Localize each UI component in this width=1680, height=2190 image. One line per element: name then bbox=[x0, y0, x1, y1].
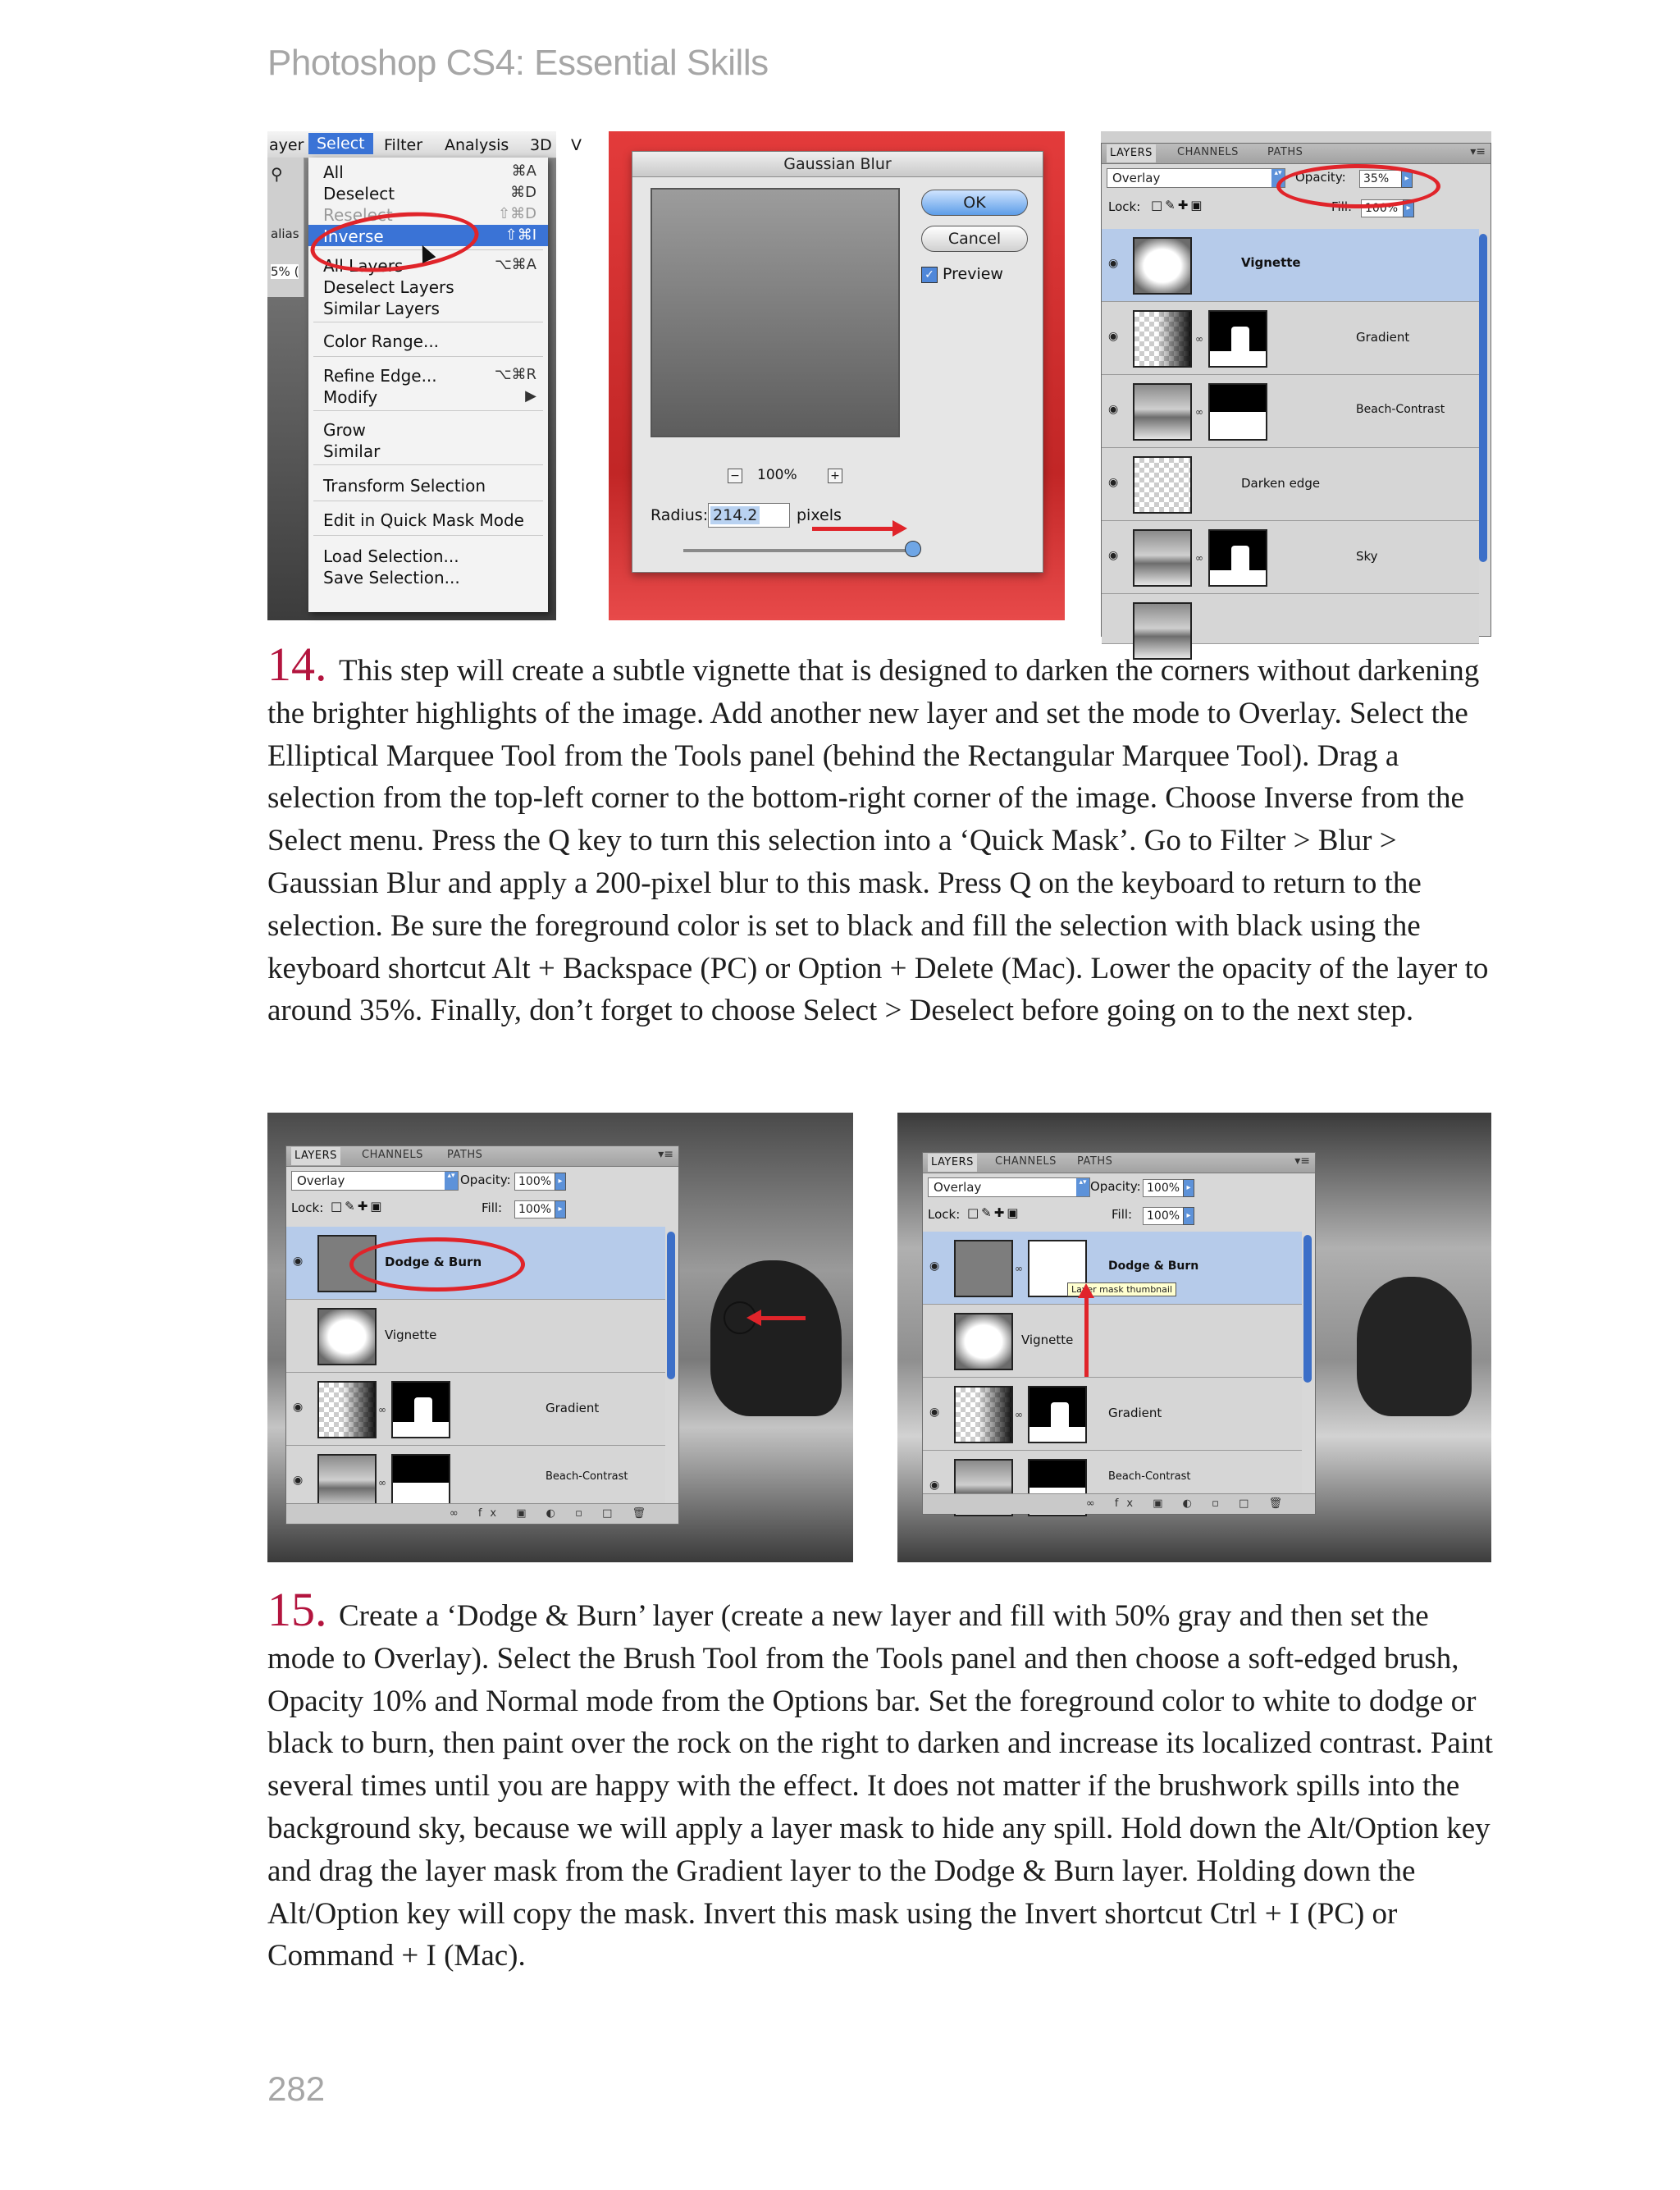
opacity-label: Opacity: bbox=[460, 1173, 511, 1187]
layer-row-partial[interactable] bbox=[1102, 594, 1479, 644]
zoom-tool-icon[interactable]: ⚲ bbox=[271, 164, 283, 184]
layer-thumbnail[interactable] bbox=[1133, 383, 1192, 441]
step-number: 14 bbox=[267, 638, 315, 691]
lock-icons[interactable]: □✎✚▣ bbox=[1151, 198, 1205, 213]
tab-layers[interactable]: LAYERS bbox=[928, 1154, 977, 1172]
layer-name: Dodge & Burn bbox=[1108, 1260, 1199, 1273]
opacity-input[interactable]: 100% ▸ bbox=[1143, 1179, 1184, 1197]
layer-mask-thumbnail[interactable] bbox=[1028, 1386, 1087, 1443]
radius-unit: pixels bbox=[797, 506, 842, 524]
chain-link-icon[interactable]: ∞ bbox=[378, 1404, 386, 1415]
layer-row-gradient[interactable] bbox=[923, 1378, 1302, 1451]
blend-mode-select[interactable]: Overlay ▴▾ bbox=[928, 1177, 1090, 1197]
menu-layer[interactable]: ayer bbox=[269, 136, 304, 154]
chain-link-icon[interactable]: ∞ bbox=[1195, 552, 1203, 564]
menu-item-save-selection[interactable]: Save Selection... bbox=[323, 568, 460, 588]
blend-mode-select[interactable]: Overlay ▴▾ bbox=[1107, 168, 1285, 188]
eye-icon[interactable]: ◉ bbox=[1108, 476, 1119, 489]
tab-paths[interactable]: PATHS bbox=[1077, 1155, 1113, 1168]
layer-mask-thumbnail[interactable] bbox=[1208, 383, 1267, 441]
lock-label: Lock: bbox=[928, 1207, 961, 1222]
zoom-in-button[interactable]: + bbox=[828, 469, 842, 483]
menu-item-load-selection[interactable]: Load Selection... bbox=[323, 546, 459, 566]
step-15: 15. Create a ‘Dodge & Burn’ layer (create a new layer and fill with 50% gray and then set the mode to Overlay). Select the Brush Tool from the Tools panel and then choose a soft-edged brush, Opacity 10% and Normal mode from the Options bar. Set the foreground color to white to dodge or black to burn, then paint over the rock on the right to darken and increase its localized contrast. Paint several times until you are happy with the effect. It does not matter if the brushwork spills into the background sky, because we will apply a layer mask to hide any spill. Hold down the Alt/Option key and drag the layer mask from the Gradient layer to the Dodge & Burn layer. Holding down the Alt/Option key will copy the mask. Invert this mask using the Invert shortcut Ctrl + I (PC) or Command + I (Mac). bbox=[267, 1583, 1493, 1973]
panel-scrollbar[interactable] bbox=[667, 1232, 675, 1379]
eye-icon[interactable]: ◉ bbox=[1108, 549, 1119, 562]
menu-item-refine-edge[interactable]: Refine Edge... ⌥⌘R bbox=[323, 366, 536, 386]
radius-label: Radius: bbox=[651, 506, 709, 524]
menu-item-transform-selection[interactable]: Transform Selection bbox=[323, 476, 486, 496]
layer-thumbnail[interactable] bbox=[1133, 237, 1192, 295]
red-arrow-shaft bbox=[1084, 1295, 1089, 1377]
layer-name: Sky bbox=[1356, 549, 1378, 564]
layer-row-vignette[interactable] bbox=[923, 1305, 1302, 1378]
chain-link-icon[interactable]: ∞ bbox=[1195, 333, 1203, 345]
radius-slider[interactable] bbox=[683, 549, 915, 552]
chain-link-icon[interactable]: ∞ bbox=[1015, 1263, 1023, 1274]
layer-mask-screenshot bbox=[897, 1113, 1491, 1562]
eye-icon[interactable]: ◉ bbox=[1108, 257, 1119, 270]
layers-panel-vignette-screenshot bbox=[1101, 131, 1491, 620]
menu-item-similar-layers[interactable]: Similar Layers bbox=[323, 299, 440, 318]
panel-tabs bbox=[286, 1146, 678, 1167]
cancel-button[interactable]: Cancel bbox=[921, 226, 1028, 252]
menu-filter[interactable]: Filter bbox=[384, 136, 423, 154]
layer-name: Dodge & Burn bbox=[385, 1255, 482, 1269]
fill-input[interactable]: 100% ▸ bbox=[514, 1200, 555, 1218]
menu-view[interactable]: V bbox=[571, 136, 582, 154]
menu-item-color-range[interactable]: Color Range... bbox=[323, 331, 440, 351]
layers-panel bbox=[285, 1145, 679, 1525]
menu-item-deselect[interactable]: Deselect ⌘D bbox=[323, 184, 536, 203]
eye-icon[interactable]: ◉ bbox=[929, 1406, 940, 1419]
chain-link-icon[interactable]: ∞ bbox=[1195, 406, 1203, 418]
layer-row-beach-contrast[interactable] bbox=[1102, 375, 1479, 448]
layer-row-gradient[interactable] bbox=[286, 1373, 665, 1446]
step-14: 14. This step will create a subtle vignette that is designed to darken the corners without darkening the brighter highlights of the image. Add another new layer and set the mode to Overlay. Select the Elliptical Marquee Tool from the Tools panel (behind the Rectangular Marquee Tool). Drag a selection from the top-left corner to the bottom-right corner of the image. Choose Inverse from the Select menu. Press the Q key to turn this selection into a ‘Quick Mask’. Go to Filter > Blur > Gaussian Blur and apply a 200-pixel blur to this mask. Press Q on the keyboard to return to the selection. Be sure the foreground color is set to black and fill the selection with black using the keyboard shortcut Alt + Backspace (PC) or Option + Delete (Mac). Lower the opacity of the layer to around 35%. Finally, don’t forget to choose Select > Deselect before going on to the next step. bbox=[267, 638, 1489, 1028]
menu-bar bbox=[267, 131, 582, 158]
tab-channels[interactable]: CHANNELS bbox=[995, 1155, 1057, 1168]
panel-footer-icons[interactable]: ∞ fx ▣ ◐ ▫ □ 🗑 bbox=[286, 1503, 678, 1524]
layer-mask-thumbnail[interactable] bbox=[1208, 529, 1267, 587]
menu-item-all-layers[interactable]: All Layers ⌥⌘A bbox=[323, 256, 536, 276]
layer-mask-thumbnail[interactable] bbox=[1208, 310, 1267, 368]
options-strip bbox=[267, 158, 304, 297]
panel-menu-icon[interactable]: ▾≡ bbox=[1294, 1154, 1310, 1168]
lock-icons[interactable]: □✎✚▣ bbox=[967, 1205, 1021, 1220]
layer-name: Darken edge bbox=[1241, 476, 1321, 491]
eye-icon[interactable]: ◉ bbox=[929, 1260, 940, 1273]
menu-item-quick-mask[interactable]: Edit in Quick Mask Mode bbox=[323, 510, 524, 530]
tab-paths[interactable]: PATHS bbox=[447, 1149, 483, 1161]
layer-name: Vignette bbox=[385, 1328, 437, 1342]
panel-scrollbar[interactable] bbox=[1303, 1235, 1312, 1383]
tab-layers[interactable]: LAYERS bbox=[1107, 144, 1156, 162]
menu-3d[interactable]: 3D bbox=[530, 136, 552, 154]
panel-menu-icon[interactable]: ▾≡ bbox=[1470, 145, 1486, 158]
layer-row-vignette[interactable] bbox=[286, 1300, 665, 1373]
radius-slider-handle[interactable] bbox=[905, 541, 921, 557]
lock-icons[interactable]: □✎✚▣ bbox=[331, 1199, 385, 1214]
layer-thumbnail[interactable] bbox=[317, 1381, 377, 1438]
panel-menu-icon[interactable]: ▾≡ bbox=[658, 1148, 673, 1161]
dialog-title: Gaussian Blur bbox=[632, 152, 1043, 177]
fill-input[interactable]: 100% ▸ bbox=[1143, 1207, 1184, 1225]
zoom-out-button[interactable]: − bbox=[728, 469, 742, 483]
layer-thumbnail[interactable] bbox=[1133, 310, 1192, 368]
mask-tooltip: Layer mask thumbnail bbox=[1067, 1282, 1176, 1296]
lock-label: Lock: bbox=[1108, 199, 1141, 214]
radius-value: 214.2 bbox=[710, 506, 760, 524]
gaussian-blur-dialog bbox=[632, 151, 1043, 573]
menu-item-reselect[interactable]: Reselect ⇧⌘D bbox=[323, 205, 536, 225]
tab-channels[interactable]: CHANNELS bbox=[362, 1149, 423, 1161]
step-text: This step will create a subtle vignette that is designed to darken the corners without darkening the brighter highlights of the image. Add another new layer and set the mode to Overlay. Select the Elliptical Marquee Tool from the Tools panel (behind the Rectangular Marquee Tool). Drag a selection from the top-left corner to the bottom-right corner of the image. Choose Inverse from the Select menu. Press the Q key to turn this selection into a ‘Quick Mask’. Go to Filter > Blur > Gaussian Blur and apply a 200-pixel blur to this mask. Press Q on the keyboard to return to the selection. Be sure the foreground color is set to black and fill the selection with black using the keyboard shortcut Alt + Backspace (PC) or Option + Delete (Mac). Lower the opacity of the layer to around 35%. Finally, don’t forget to choose Select > Deselect before going on to the next step. bbox=[267, 654, 1489, 1028]
select-menu-screenshot bbox=[267, 131, 582, 620]
menu-item-grow[interactable]: Grow bbox=[323, 420, 366, 440]
layer-thumbnail[interactable] bbox=[954, 1386, 1013, 1443]
layer-thumbnail[interactable] bbox=[954, 1240, 1013, 1297]
opacity-label: Opacity: bbox=[1295, 170, 1346, 185]
eye-icon[interactable]: ◉ bbox=[293, 1401, 304, 1414]
eye-icon[interactable]: ◉ bbox=[1108, 403, 1119, 416]
menu-select[interactable]: Select bbox=[308, 133, 373, 154]
layer-row-beach-contrast[interactable] bbox=[286, 1446, 665, 1504]
layer-name: Vignette bbox=[1241, 255, 1301, 270]
panel-footer-icons[interactable]: ∞ fx ▣ ◐ ▫ □ 🗑 bbox=[923, 1493, 1315, 1514]
menu-item-deselect-layers[interactable]: Deselect Layers bbox=[323, 277, 454, 297]
step-number: 15 bbox=[267, 1583, 315, 1636]
eye-icon[interactable]: ◉ bbox=[293, 1474, 304, 1487]
layer-name: Gradient bbox=[1356, 330, 1410, 345]
running-head: Photoshop CS4: Essential Skills bbox=[267, 43, 769, 83]
layers-panel bbox=[1101, 143, 1491, 637]
red-arrow-icon bbox=[760, 1316, 806, 1320]
panel-tabs bbox=[923, 1153, 1315, 1173]
ok-button[interactable]: OK bbox=[921, 190, 1028, 216]
dodge-burn-screenshot bbox=[267, 1113, 853, 1562]
layer-row-vignette[interactable] bbox=[1102, 229, 1479, 302]
layer-name: Gradient bbox=[1108, 1406, 1162, 1420]
gaussian-blur-screenshot bbox=[609, 131, 1065, 620]
zoom-level: 100% bbox=[757, 467, 797, 483]
menu-item-modify[interactable]: Modify ▶ bbox=[323, 387, 536, 407]
layer-name: Beach-Contrast bbox=[1356, 403, 1445, 416]
layer-row-sky[interactable] bbox=[1102, 521, 1479, 594]
highlight-oval bbox=[349, 1237, 525, 1292]
antialias-label: alias bbox=[271, 226, 299, 241]
lock-label: Lock: bbox=[291, 1200, 324, 1215]
panel-tabs bbox=[1102, 144, 1491, 164]
fill-label: Fill: bbox=[1331, 199, 1353, 214]
rock-shape bbox=[710, 1260, 842, 1416]
opacity-label: Opacity: bbox=[1090, 1179, 1141, 1194]
chain-link-icon[interactable]: ∞ bbox=[1015, 1409, 1023, 1420]
layer-thumbnail[interactable] bbox=[954, 1313, 1013, 1370]
red-arrow-icon bbox=[1078, 1283, 1094, 1298]
preview-checkbox[interactable]: ✓ bbox=[921, 267, 938, 283]
tab-channels[interactable]: CHANNELS bbox=[1177, 146, 1239, 158]
eye-icon[interactable]: ◉ bbox=[293, 1255, 304, 1268]
zoom-readout: 5% ( bbox=[271, 264, 299, 279]
layer-row-darken-edge[interactable] bbox=[1102, 448, 1479, 521]
layer-name: Beach-Contrast bbox=[546, 1470, 628, 1483]
tab-paths[interactable]: PATHS bbox=[1267, 146, 1303, 158]
radius-input[interactable] bbox=[708, 503, 790, 528]
layer-thumbnail[interactable] bbox=[317, 1308, 377, 1365]
page-number: 282 bbox=[267, 2069, 326, 2108]
eye-icon[interactable]: ◉ bbox=[929, 1479, 940, 1492]
rock-shape bbox=[1357, 1277, 1472, 1416]
fill-label: Fill: bbox=[1112, 1207, 1133, 1222]
menu-item-similar[interactable]: Similar bbox=[323, 441, 381, 461]
fill-input[interactable]: 100% ▸ bbox=[1361, 199, 1404, 217]
opacity-input[interactable]: 35% ▸ bbox=[1359, 170, 1402, 188]
layer-thumbnail[interactable] bbox=[1133, 456, 1192, 514]
menu-analysis[interactable]: Analysis bbox=[445, 136, 509, 154]
layer-name: Vignette bbox=[1021, 1333, 1074, 1347]
layer-row-dodge-burn[interactable] bbox=[923, 1232, 1302, 1305]
opacity-input[interactable]: 100% ▸ bbox=[514, 1173, 555, 1191]
panel-scrollbar[interactable] bbox=[1479, 234, 1487, 562]
fill-label: Fill: bbox=[482, 1200, 503, 1215]
layer-row-beach-contrast[interactable] bbox=[923, 1451, 1302, 1496]
layer-mask-thumbnail[interactable] bbox=[391, 1381, 450, 1438]
layers-panel bbox=[922, 1152, 1316, 1515]
layer-name: Beach-Contrast bbox=[1108, 1470, 1191, 1483]
chain-link-icon[interactable]: ∞ bbox=[378, 1477, 386, 1488]
layer-thumbnail[interactable] bbox=[1133, 529, 1192, 587]
highlight-oval bbox=[1276, 164, 1440, 208]
step-text: Create a ‘Dodge & Burn’ layer (create a new layer and fill with 50% gray and then set the mode to Overlay). Select the Brush Tool from the Tools panel and then choose a soft-edged brush, Opacity 10% and Normal mode from the Options bar. Set the foreground color to white to dodge or black to burn, then paint over the rock on the right to darken and increase its localized contrast. Paint several times until you are happy with the effect. It does not matter if the brushwork spills into the background sky, because we will apply a layer mask to hide any spill. Hold down the Alt/Option key and drag the layer mask from the Gradient layer to the Dodge & Burn layer. Holding down the Alt/Option key will copy the mask. Invert this mask using the Invert shortcut Ctrl + I (PC) or Command + I (Mac). bbox=[267, 1599, 1493, 1973]
layer-row-gradient[interactable] bbox=[1102, 302, 1479, 375]
tab-layers[interactable]: LAYERS bbox=[291, 1147, 340, 1165]
preview-label: Preview bbox=[943, 265, 1003, 283]
eye-icon[interactable]: ◉ bbox=[1108, 330, 1119, 343]
blur-preview[interactable] bbox=[651, 188, 900, 437]
red-arrow-icon bbox=[812, 527, 894, 531]
menu-item-all[interactable]: All ⌘A bbox=[323, 162, 536, 182]
blend-mode-select[interactable]: Overlay ▴▾ bbox=[291, 1171, 459, 1191]
layer-name: Gradient bbox=[546, 1401, 600, 1415]
menu-item-inverse[interactable]: Inverse ⇧⌘I bbox=[308, 225, 548, 246]
